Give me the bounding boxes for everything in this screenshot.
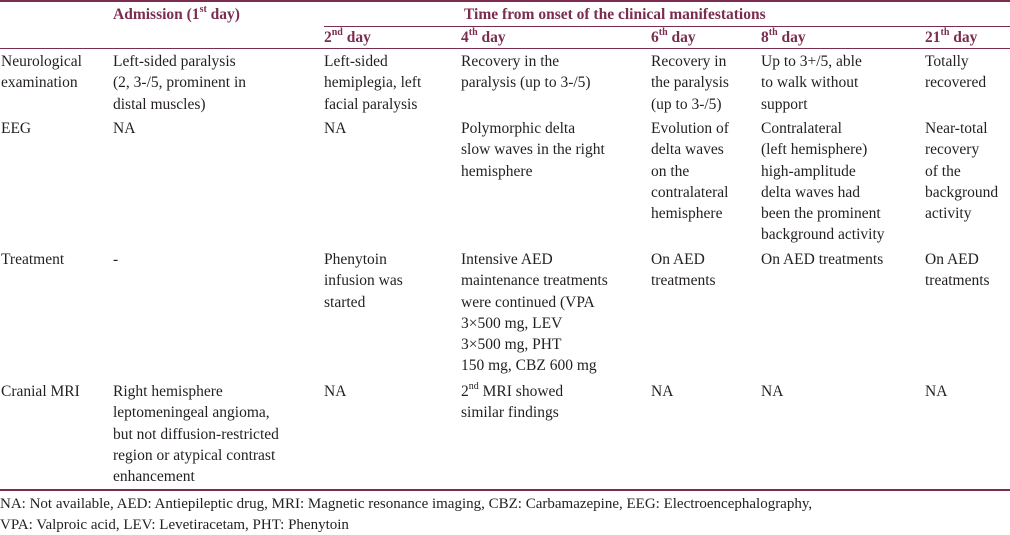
cell-line: region or atypical contrast — [113, 445, 279, 466]
cell-eeg-day21 — [925, 118, 998, 224]
cell-line: Recovery in the — [461, 51, 591, 72]
cell-line: Left-sided paralysis — [113, 51, 246, 72]
header-day-21: 21th day — [925, 27, 977, 48]
cell-line: NA — [324, 118, 346, 139]
cell-line: Polymorphic delta — [461, 118, 605, 139]
cell-line: Near-total — [925, 118, 998, 139]
cell-line: On AED treatments — [761, 249, 883, 270]
cell-treatment-day21 — [925, 249, 990, 292]
cell-line: slow waves in the right — [461, 139, 605, 160]
cell-line: to walk without — [761, 72, 862, 93]
cell-treatment-admission — [113, 249, 118, 270]
cell-line: Evolution of — [651, 118, 729, 139]
cell-line: On AED — [651, 249, 716, 270]
cell-line: NA — [324, 381, 346, 402]
cell-eeg-admission — [113, 118, 135, 139]
cell-mri-admission — [113, 381, 279, 487]
cell-line: on the — [651, 161, 729, 182]
cell-line: examination — [1, 72, 82, 93]
cell-line: been the prominent — [761, 203, 885, 224]
table-top-rule — [0, 0, 1010, 2]
cell-line: 3×500 mg, PHT — [461, 334, 608, 355]
cell-line: support — [761, 94, 862, 115]
cell-line: Totally — [925, 51, 986, 72]
cell-line: hemisphere — [461, 161, 605, 182]
cell-mri-day4: 2nd MRI showed similar findings — [461, 381, 563, 424]
cell-line: background — [925, 182, 998, 203]
cell-line: Recovery in — [651, 51, 729, 72]
cell-neuro-day6 — [651, 51, 729, 115]
cell-line: hemiplegia, left — [324, 72, 421, 93]
cell-line: NA — [651, 381, 673, 402]
cell-line: On AED — [925, 249, 990, 270]
cell-line: leptomeningeal angioma, — [113, 402, 279, 423]
cell-line: - — [113, 249, 118, 270]
header-day-4: 4th day — [461, 27, 506, 48]
cell-mri-day21 — [925, 381, 947, 402]
cell-line: Cranial MRI — [1, 381, 80, 402]
cell-line: 150 mg, CBZ 600 mg — [461, 355, 608, 376]
table-bottom-rule — [0, 489, 1010, 491]
cell-line: infusion was — [324, 270, 403, 291]
cell-neuro-day21 — [925, 51, 986, 94]
header-admission: Admission (1st day) — [113, 4, 240, 25]
cell-line: background activity — [761, 224, 885, 245]
cell-line: delta waves had — [761, 182, 885, 203]
cell-treatment-day6 — [651, 249, 716, 292]
cell-neuro-day2 — [324, 51, 421, 115]
cell-line: EEG — [1, 118, 31, 139]
cell-line: contralateral — [651, 182, 729, 203]
cell-line: delta waves — [651, 139, 729, 160]
cell-mri-day8 — [761, 381, 783, 402]
cell-line: NA — [925, 381, 947, 402]
cell-line: (2, 3-/5, prominent in — [113, 72, 246, 93]
cell-treatment-day4 — [461, 249, 608, 377]
cell-line: (left hemisphere) — [761, 139, 885, 160]
cell-line: NA — [113, 118, 135, 139]
cell-line: recovered — [925, 72, 986, 93]
cell-line: 3×500 mg, LEV — [461, 313, 608, 334]
cell-mri-day6 — [651, 381, 673, 402]
cell-neuro-day4 — [461, 51, 591, 94]
cell-line: NA — [761, 381, 783, 402]
footnote-line-1: NA: Not available, AED: Antiepileptic drug, MRI: Magnetic resonance imaging, CBZ: Carbamazepine, EEG: Electroencephalography, — [0, 494, 812, 515]
row-label-eeg — [1, 118, 31, 139]
cell-line: started — [324, 292, 403, 313]
cell-line: paralysis (up to 3-/5) — [461, 72, 591, 93]
cell-eeg-day8 — [761, 118, 885, 246]
cell-line: Up to 3+/5, able — [761, 51, 862, 72]
header-day-6: 6th day — [651, 27, 696, 48]
cell-line: maintenance treatments — [461, 270, 608, 291]
cell-line: treatments — [651, 270, 716, 291]
cell-line: facial paralysis — [324, 94, 421, 115]
cell-line: the paralysis — [651, 72, 729, 93]
cell-treatment-day8 — [761, 249, 883, 270]
cell-eeg-day4 — [461, 118, 605, 182]
cell-line: Neurological — [1, 51, 82, 72]
row-label-treatment — [1, 249, 64, 270]
cell-line: high-amplitude — [761, 161, 885, 182]
header-day-8: 8th day — [761, 27, 806, 48]
cell-line: but not diffusion-restricted — [113, 424, 279, 445]
cell-neuro-admission — [113, 51, 246, 115]
header-time-from-onset: Time from onset of the clinical manifestations — [464, 4, 766, 25]
cell-line: (up to 3-/5) — [651, 94, 729, 115]
cell-line: treatments — [925, 270, 990, 291]
cell-neuro-day8 — [761, 51, 862, 115]
row-label-neurological — [1, 51, 82, 94]
cell-line: recovery — [925, 139, 998, 160]
cell-line: Intensive AED — [461, 249, 608, 270]
cell-eeg-day2 — [324, 118, 346, 139]
cell-line: Contralateral — [761, 118, 885, 139]
footnote-line-2: VPA: Valproic acid, LEV: Levetiracetam, PHT: Phenytoin — [0, 515, 812, 535]
cell-line: Phenytoin — [324, 249, 403, 270]
cell-treatment-day2 — [324, 249, 403, 313]
cell-line: Right hemisphere — [113, 381, 279, 402]
cell-line: Left-sided — [324, 51, 421, 72]
cell-line: distal muscles) — [113, 94, 246, 115]
cell-line: activity — [925, 203, 998, 224]
cell-line: were continued (VPA — [461, 292, 608, 313]
cell-line: Treatment — [1, 249, 64, 270]
cell-line: enhancement — [113, 466, 279, 487]
abbreviations-footnote — [0, 494, 812, 535]
cell-line: of the — [925, 161, 998, 182]
cell-eeg-day6 — [651, 118, 729, 224]
header-day-2: 2nd day — [324, 27, 371, 48]
cell-line: hemisphere — [651, 203, 729, 224]
cell-mri-day2 — [324, 381, 346, 402]
row-label-cranial-mri — [1, 381, 80, 402]
